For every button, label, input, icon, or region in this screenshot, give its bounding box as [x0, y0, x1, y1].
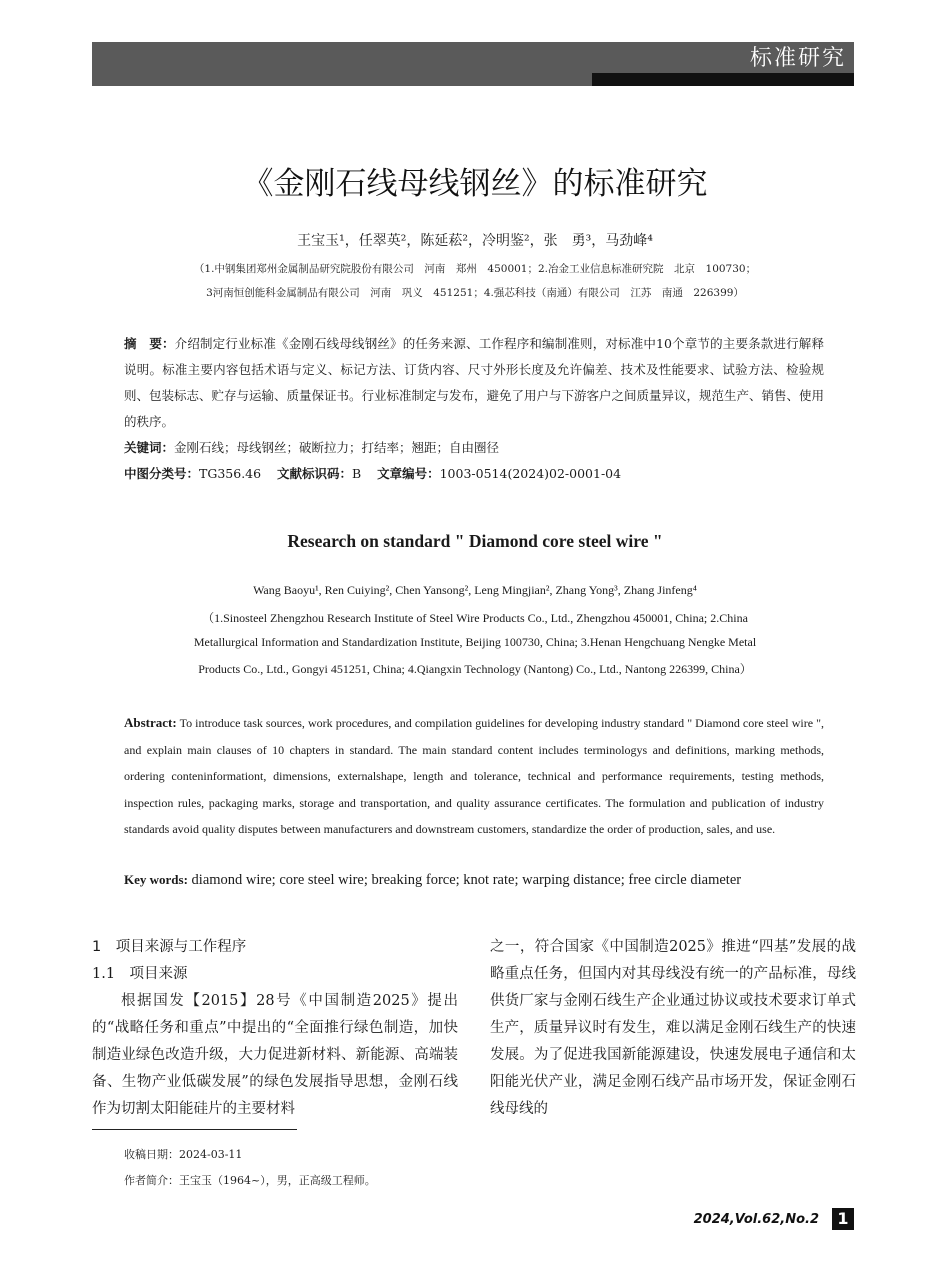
article-no-value: 1003-0514(2024)02-0001-04: [439, 466, 622, 481]
abstract-cn-text: 介绍制定行业标准《金刚石线母线钢丝》的任务来源、工作程序和编制准则，对标准中10个章节的主要条款进行解释说明。标准主要内容包括术语与定义、标记方法、订货内容、尺寸外形长度及允许偏差、技术及性能要求、试验方法、检验规则、包装标志、贮存与运输、质量保证书。行业标准制定与发布，避免了用户与下游客户之间质量异议，规范生产、销售、使用的秩序。: [124, 336, 825, 429]
keywords-cn: [124, 435, 824, 461]
keywords-en-text: diamond wire; core steel wire; breaking force; knot rate; warping distance; free circle diameter: [191, 872, 742, 888]
affiliation-en-line-3: Products Co., Ltd., Gongyi 451251, China; 4.Qiangxin Technology (Nantong) Co., Ltd., Nantong 226399, China）: [198, 662, 752, 676]
affiliation-en-line-1: （1.Sinosteel Zhengzhou Research Institute of Steel Wire Products Co., Ltd., Zhengzhou 450001, China; 2.China: [202, 611, 748, 625]
header-accent: [592, 73, 854, 86]
affiliation-cn-line-1: （1.中钢集团郑州金属制品研究院股份有限公司 河南 郑州 450001；2.冶金工业信息标准研究院 北京 100730；: [193, 263, 757, 275]
keywords-en-label: Key words:: [124, 872, 188, 887]
section-label: 标准研究: [749, 46, 846, 71]
affiliation-en-line-2: Metallurgical Information and Standardization Institute, Beijing 100730, China; 3.Henan Hengchuang Nengke Metal: [193, 635, 757, 649]
keywords-cn-text: 金刚石线；母线钢丝；破断拉力；打结率；翘距；自由圈径: [174, 440, 500, 455]
keywords-en: [124, 867, 824, 893]
article-no-label: 文章编号：: [377, 466, 440, 481]
doc-code-value: B: [352, 466, 362, 481]
journal-issue: 2024,Vol.62,No.2: [693, 1212, 819, 1227]
body-paragraph-right: 之一，符合国家《中国制造2025》推进“四基”发展的战略重点任务，但国内对其母线没有统一的产品标准，母线供货厂家与金刚石线生产企业通过协议或技术要求订单式生产，质量异议时有发生，难以满足金刚石线生产的快速发展。为了促进我国新能源建设，快速发展电子通信和太阳能光伏产业，满足金刚石线产品市场开发，保证金刚石线母线的: [490, 939, 856, 1117]
body-column-right: [490, 934, 856, 1123]
abstract-en: [124, 710, 824, 843]
abstract-en-label: Abstract:: [124, 715, 177, 730]
body-column-left: [92, 934, 458, 1123]
doc-code-label: 文献标识码：: [276, 466, 352, 481]
authors-cn: 王宝玉¹，任翠英²，陈延菘²，冷明鉴²，张 勇³，马劲峰⁴: [297, 233, 653, 249]
abstract-cn: [124, 331, 824, 435]
footnote-author-bio: 作者简介：王宝玉（1964~），男，正高级工程师。: [124, 1174, 376, 1187]
footnote-received: 收稿日期：2024-03-11: [124, 1148, 243, 1161]
paper-title: 《金刚石线母线钢丝》的标准研究: [242, 166, 708, 202]
classification-line: [124, 461, 824, 487]
paper-title-en: Research on standard " Diamond core steel wire ": [287, 531, 663, 551]
abstract-cn-label: 摘 要：: [124, 336, 175, 351]
abstract-en-text: To introduce task sources, work procedures, and compilation guidelines for developing industry standard " Diamond core steel wire ", and explain main clauses of 10 chapters in standard. The main standard content includes terminologys and definitions, marking methods, ordering conteninformationt, dimensions, externalshape, length and tolerance, technical and performance requirements, testing methods, inspection rules, packaging marks, storage and transportation, and quality assurance certificates. The formulation and publication of industry standards avoid quality disputes between manufacturers and downstream customers, standardize the order of production, sales, and use.: [124, 716, 824, 836]
clc-value: TG356.46: [199, 466, 262, 481]
footnote-rule: [92, 1129, 297, 1130]
section-heading-1-1: 1.1 项目来源: [92, 966, 188, 982]
clc-label: 中图分类号：: [124, 466, 200, 481]
page-number: 1: [832, 1208, 854, 1230]
section-heading-1: 1 项目来源与工作程序: [92, 939, 247, 955]
keywords-cn-label: 关键词：: [124, 440, 175, 455]
authors-en: Wang Baoyu¹, Ren Cuiying², Chen Yansong², Leng Mingjian², Zhang Yong³, Zhang Jinfeng⁴: [253, 583, 697, 597]
affiliation-cn-line-2: 3河南恒创能科金属制品有限公司 河南 巩义 451251；4.强芯科技（南通）有限公司 江苏 南通 226399）: [206, 287, 744, 299]
body-paragraph-left: 根据国发【2015】28号《中国制造2025》提出的“战略任务和重点”中提出的“全面推行绿色制造，加快制造业绿色改造升级，大力促进新材料、新能源、高端装备、生物产业低碳发展”的绿色发展指导思想，金刚石线作为切割太阳能硅片的主要材料: [92, 993, 458, 1117]
